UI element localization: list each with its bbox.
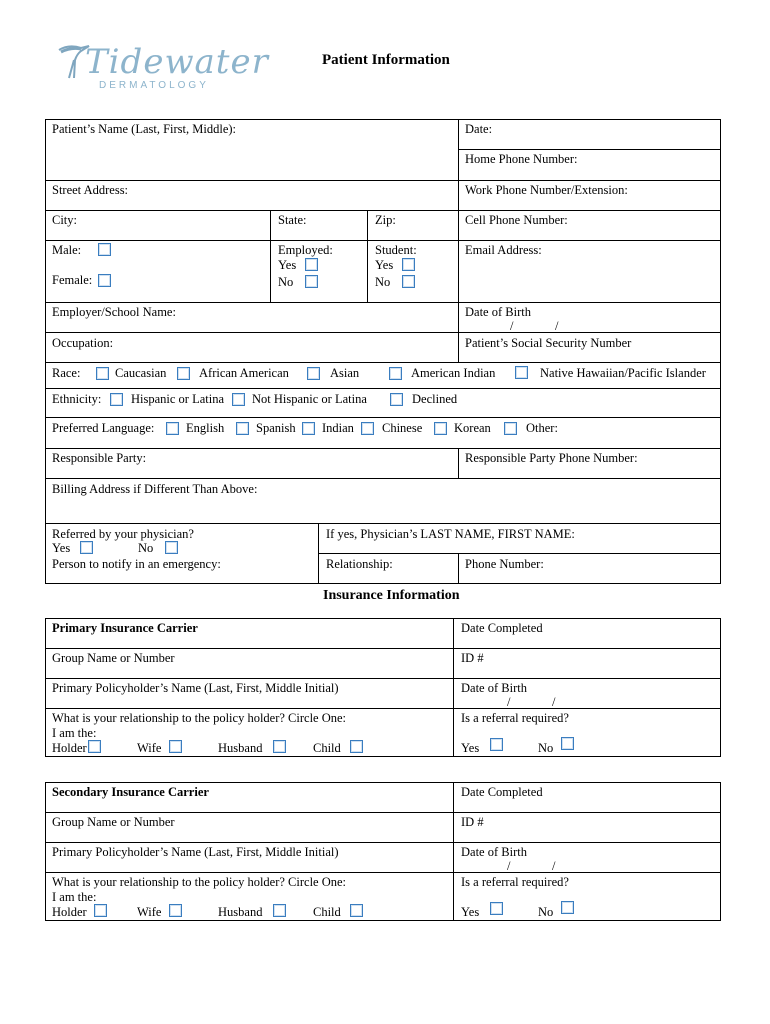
responsible-party-label: Responsible Party:: [52, 451, 147, 465]
primary-holder-checkbox[interactable]: [88, 740, 101, 753]
referred-label: Referred by your physician?: [52, 527, 194, 541]
ethnicity-option: Not Hispanic or Latina: [252, 392, 367, 406]
employer-label: Employer/School Name:: [52, 305, 176, 319]
secondary-id-label: ID #: [461, 815, 484, 829]
female-checkbox[interactable]: [98, 274, 111, 287]
ethnicity-label: Ethnicity:: [52, 392, 102, 406]
secondary-referral-no-checkbox[interactable]: [561, 901, 574, 914]
secondary-referral-no-label: No: [538, 905, 554, 919]
race-caucasian-checkbox[interactable]: [96, 367, 109, 380]
ssn-label: Patient’s Social Security Number: [465, 336, 632, 350]
secondary-wife-checkbox[interactable]: [169, 904, 182, 917]
ethnicity-option: Hispanic or Latina: [131, 392, 225, 406]
student-no-checkbox[interactable]: [402, 275, 415, 288]
physician-label: If yes, Physician’s LAST NAME, FIRST NAME:: [326, 527, 575, 541]
work-phone-label: Work Phone Number/Extension:: [465, 183, 628, 197]
race-option: Caucasian: [115, 366, 167, 380]
ethnicity-hispanic-checkbox[interactable]: [110, 393, 123, 406]
zip-label: Zip:: [375, 213, 396, 227]
student-yes-checkbox[interactable]: [402, 258, 415, 271]
phone-number-label: Phone Number:: [465, 557, 544, 571]
home-phone-label: Home Phone Number:: [465, 152, 578, 166]
ethnicity-declined-checkbox[interactable]: [390, 393, 403, 406]
secondary-group-label: Group Name or Number: [52, 815, 175, 829]
student-yes-label: Yes: [375, 258, 394, 272]
secondary-carrier-label: Secondary Insurance Carrier: [52, 785, 209, 799]
referred-no-label: No: [138, 541, 154, 555]
race-african-american-checkbox[interactable]: [177, 367, 190, 380]
responsible-phone-label: Responsible Party Phone Number:: [465, 451, 638, 465]
race-label: Race:: [52, 366, 81, 380]
page-title: Patient Information: [322, 52, 450, 68]
language-korean-checkbox[interactable]: [434, 422, 447, 435]
state-label: State:: [278, 213, 307, 227]
dob-separator: /: [552, 695, 556, 709]
referred-no-checkbox[interactable]: [165, 541, 178, 554]
race-option: American Indian: [411, 366, 496, 380]
primary-i-am-label: I am the:: [52, 726, 97, 740]
language-option: Korean: [454, 421, 491, 435]
employed-yes-label: Yes: [278, 258, 297, 272]
primary-referral-yes-checkbox[interactable]: [490, 738, 503, 751]
primary-date-completed-label: Date Completed: [461, 621, 543, 635]
secondary-husband-option: Husband: [218, 905, 263, 919]
secondary-date-completed-label: Date Completed: [461, 785, 543, 799]
street-label: Street Address:: [52, 183, 129, 197]
secondary-dob-label: Date of Birth: [461, 845, 527, 859]
race-option: Asian: [330, 366, 360, 380]
secondary-holder-checkbox[interactable]: [94, 904, 107, 917]
employed-no-checkbox[interactable]: [305, 275, 318, 288]
secondary-wife-option: Wife: [137, 905, 162, 919]
secondary-child-option: Child: [313, 905, 341, 919]
referred-yes-label: Yes: [52, 541, 71, 555]
language-other-checkbox[interactable]: [504, 422, 517, 435]
language-label: Preferred Language:: [52, 421, 155, 435]
employed-label: Employed:: [278, 243, 333, 257]
referred-yes-checkbox[interactable]: [80, 541, 93, 554]
city-label: City:: [52, 213, 78, 227]
language-option: English: [186, 421, 225, 435]
ethnicity-option: Declined: [412, 392, 458, 406]
dob-separator: /: [555, 319, 559, 333]
race-option: Native Hawaiian/Pacific Islander: [540, 366, 706, 380]
primary-husband-checkbox[interactable]: [273, 740, 286, 753]
insurance-title: Insurance Information: [323, 588, 460, 603]
secondary-referral-yes-label: Yes: [461, 905, 480, 919]
billing-address-label: Billing Address if Different Than Above:: [52, 482, 258, 496]
primary-holder-name-label: Primary Policyholder’s Name (Last, First, Middle Initial): [52, 681, 339, 695]
date-label: Date:: [465, 122, 493, 136]
female-label: Female:: [52, 273, 93, 287]
primary-group-label: Group Name or Number: [52, 651, 175, 665]
language-option: Spanish: [256, 421, 296, 435]
race-american-indian-checkbox[interactable]: [389, 367, 402, 380]
language-spanish-checkbox[interactable]: [236, 422, 249, 435]
primary-child-option: Child: [313, 741, 341, 755]
student-label: Student:: [375, 243, 417, 257]
dob-separator: /: [552, 859, 556, 873]
race-option: African American: [199, 366, 289, 380]
race-native-hawaiian-checkbox[interactable]: [515, 366, 528, 379]
secondary-husband-checkbox[interactable]: [273, 904, 286, 917]
primary-relationship-question: What is your relationship to the policy holder? Circle One:: [52, 711, 347, 725]
relationship-label: Relationship:: [326, 557, 393, 571]
ethnicity-not-hispanic-checkbox[interactable]: [232, 393, 245, 406]
language-option: Other:: [526, 421, 558, 435]
primary-referral-no-label: No: [538, 741, 554, 755]
email-label: Email Address:: [465, 243, 542, 257]
occupation-label: Occupation:: [52, 336, 114, 350]
male-checkbox[interactable]: [98, 243, 111, 256]
logo: [55, 38, 269, 104]
secondary-holder-name-label: Primary Policyholder’s Name (Last, First, Middle Initial): [52, 845, 339, 859]
language-option: Chinese: [382, 421, 423, 435]
primary-child-checkbox[interactable]: [350, 740, 363, 753]
secondary-relationship-question: What is your relationship to the policy holder? Circle One:: [52, 875, 347, 889]
language-option: Indian: [322, 421, 354, 435]
employed-yes-checkbox[interactable]: [305, 258, 318, 271]
employed-no-label: No: [278, 275, 294, 289]
language-english-checkbox[interactable]: [166, 422, 179, 435]
secondary-holder-option: Holder: [52, 905, 87, 919]
secondary-i-am-label: I am the:: [52, 890, 97, 904]
male-label: Male:: [52, 243, 82, 257]
secondary-referral-yes-checkbox[interactable]: [490, 902, 503, 915]
secondary-child-checkbox[interactable]: [350, 904, 363, 917]
primary-husband-option: Husband: [218, 741, 263, 755]
student-no-label: No: [375, 275, 391, 289]
secondary-referral-question: Is a referral required?: [461, 875, 569, 889]
primary-id-label: ID #: [461, 651, 484, 665]
primary-dob-label: Date of Birth: [461, 681, 527, 695]
primary-holder-option: Holder: [52, 741, 87, 755]
primary-referral-question: Is a referral required?: [461, 711, 569, 725]
language-indian-checkbox[interactable]: [302, 422, 315, 435]
primary-wife-option: Wife: [137, 741, 162, 755]
logo-sub: DERMATOLOGY: [99, 80, 209, 91]
dob-separator: /: [510, 319, 514, 333]
primary-carrier-label: Primary Insurance Carrier: [52, 621, 198, 635]
primary-referral-no-checkbox[interactable]: [561, 737, 574, 750]
race-asian-checkbox[interactable]: [307, 367, 320, 380]
logo-name: Tidewater: [85, 42, 269, 82]
primary-wife-checkbox[interactable]: [169, 740, 182, 753]
dob-separator: /: [507, 695, 511, 709]
cell-phone-label: Cell Phone Number:: [465, 213, 568, 227]
emergency-contact-label: Person to notify in an emergency:: [52, 557, 221, 571]
dob-label: Date of Birth: [465, 305, 531, 319]
patient-name-label: Patient’s Name (Last, First, Middle):: [52, 122, 237, 136]
language-chinese-checkbox[interactable]: [361, 422, 374, 435]
primary-referral-yes-label: Yes: [461, 741, 480, 755]
dob-separator: /: [507, 859, 511, 873]
